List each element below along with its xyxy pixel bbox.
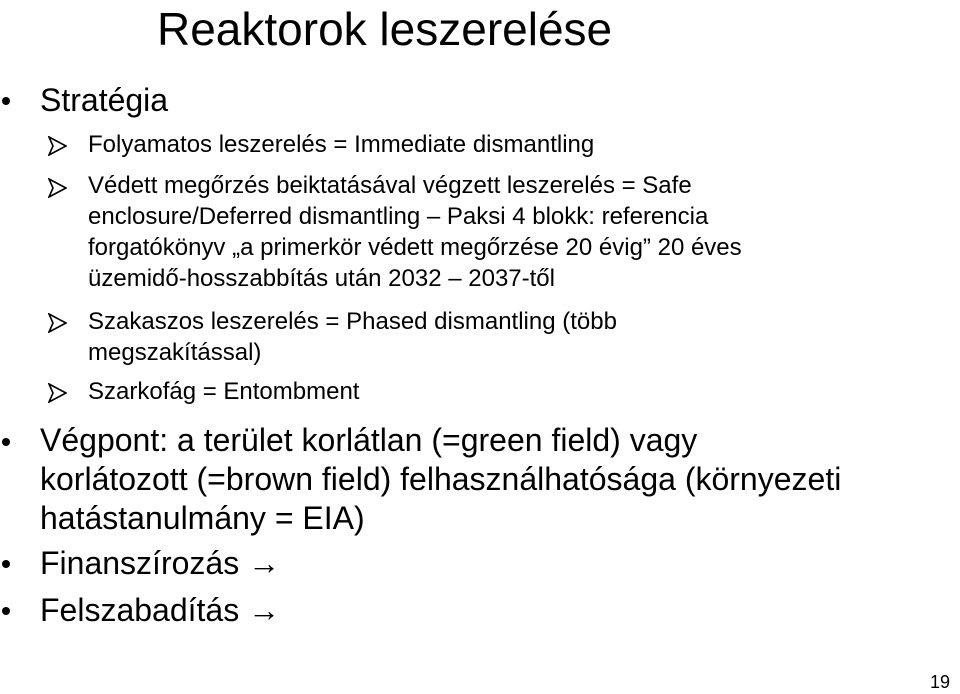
slide-title: Reaktorok leszerelése	[157, 3, 613, 55]
subitem-safe-enclosure-line-2: enclosure/Deferred dismantling – Paksi 4 blokk: referencia	[88, 203, 709, 230]
bullet-financing: Finanszírozás →	[40, 545, 281, 581]
page-number: 19	[929, 672, 950, 692]
bullet-endpoint-line-2: korlátozott (=brown field) felhasználhatósága (környezeti	[40, 461, 842, 497]
subitem-immediate-dismantling: Folyamatos leszerelés = Immediate dismantling	[88, 131, 595, 158]
bullet-strategy: Stratégia	[40, 82, 169, 118]
bullet-dot	[2, 97, 10, 105]
bullet-endpoint-line-1: Végpont: a terület korlátlan (=green field) vagy	[40, 422, 698, 458]
arrow-bullet-icon	[48, 136, 67, 156]
subitem-entombment: Szarkofág = Entombment	[88, 378, 360, 405]
arrow-bullet-icon	[48, 178, 67, 198]
bullet-release: Felszabadítás →	[40, 592, 281, 628]
arrow-bullet-icon	[48, 313, 67, 333]
subitem-phased-dismantling-line-2: megszakítással)	[88, 339, 262, 366]
bullet-dot	[2, 560, 10, 568]
subitem-safe-enclosure-line-4: üzemidő-hosszabbítás után 2032 – 2037-től	[88, 265, 555, 292]
subitem-safe-enclosure-line-1: Védett megőrzés beiktatásával végzett leszerelés = Safe	[88, 172, 692, 199]
bullet-dot	[2, 607, 10, 615]
arrow-bullet-icon	[48, 383, 67, 403]
subitem-phased-dismantling-line-1: Szakaszos leszerelés = Phased dismantling (több	[88, 308, 617, 335]
subitem-safe-enclosure-line-3: forgatókönyv „a primerkör védett megőrzése 20 évig” 20 éves	[88, 234, 742, 261]
bullet-dot	[2, 438, 10, 446]
bullet-endpoint-line-3: hatástanulmány = EIA)	[40, 500, 365, 536]
